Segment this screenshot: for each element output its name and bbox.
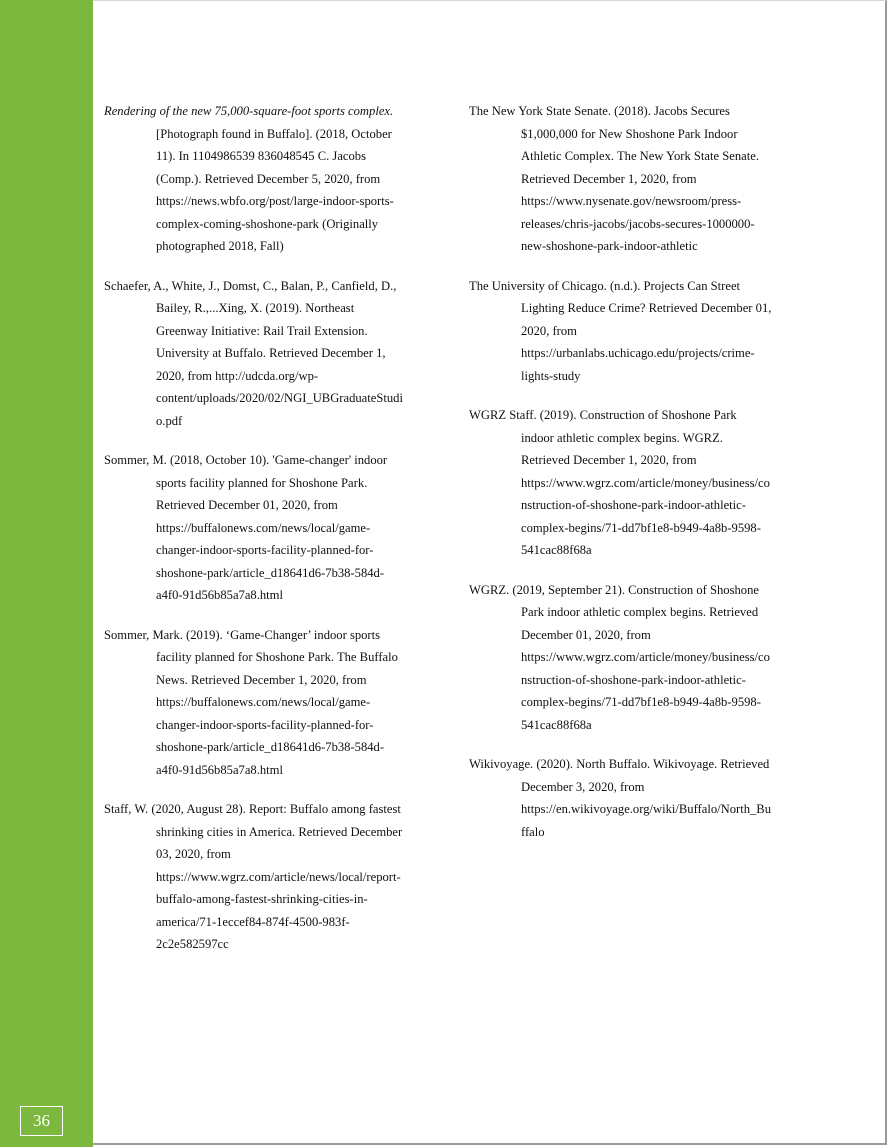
- reference-entry: [104, 624, 422, 782]
- reference-line: complex-begins/71-dd7bf1e8-b949-4a8b-9598-: [521, 520, 761, 535]
- reference-line: america/71-1eccef84-874f-4500-983f-: [156, 914, 350, 929]
- reference-line: The University of Chicago. (n.d.). Projects Can Street: [469, 278, 741, 293]
- reference-line: WGRZ. (2019, September 21). Construction of Shoshone: [469, 582, 759, 597]
- reference-line: News. Retrieved December 1, 2020, from: [156, 672, 367, 687]
- reference-line: 03, 2020, from: [156, 847, 231, 861]
- reference-line: shoshone-park/article_d18641d6-7b38-584d-: [156, 740, 385, 754]
- reference-line: University at Buffalo. Retrieved December 1,: [156, 346, 386, 360]
- reference-entry: [104, 798, 422, 956]
- reference-line: https://urbanlabs.uchicago.edu/projects/crime-: [521, 346, 755, 360]
- reference-line: facility planned for Shoshone Park. The Buffalo: [156, 650, 398, 664]
- reference-line: new-shoshone-park-indoor-athletic: [521, 239, 698, 253]
- reference-entry: [469, 100, 787, 258]
- reference-line: lights-study: [521, 368, 581, 383]
- reference-line: nstruction-of-shoshone-park-indoor-athletic-: [521, 498, 746, 512]
- reference-line: Rendering of the new 75,000-square-foot sports complex.: [104, 104, 394, 118]
- reference-line: releases/chris-jacobs/jacobs-secures-1000000-: [521, 216, 755, 231]
- green-sidebar: [0, 0, 93, 1147]
- reference-entry: [469, 579, 787, 737]
- reference-line: Sommer, Mark. (2019). ‘Game-Changer’ indoor sports: [104, 627, 381, 642]
- reference-line: https://buffalonews.com/news/local/game-: [156, 520, 371, 535]
- reference-line: Schaefer, A., White, J., Domst, C., Balan, P., Canfield, D.,: [104, 278, 397, 293]
- page-number: 36: [20, 1106, 63, 1136]
- reference-line: December 3, 2020, from: [521, 779, 645, 794]
- reference-line: 541cac88f68a: [521, 717, 592, 732]
- reference-line: content/uploads/2020/02/NGI_UBGraduateStudi: [156, 391, 403, 405]
- reference-line: https://news.wbfo.org/post/large-indoor-sports-: [156, 194, 394, 208]
- reference-line: $1,000,000 for New Shoshone Park Indoor: [521, 126, 738, 141]
- reference-line: Staff, W. (2020, August 28). Report: Buffalo among fastest: [104, 802, 401, 816]
- reference-line: complex-begins/71-dd7bf1e8-b949-4a8b-9598-: [521, 695, 761, 709]
- reference-line: changer-indoor-sports-facility-planned-for-: [156, 543, 374, 557]
- reference-line: 2020, from http://udcda.org/wp-: [156, 368, 319, 383]
- reference-entry: [469, 404, 787, 562]
- reference-entry: [469, 753, 787, 843]
- reference-line: Sommer, M. (2018, October 10). 'Game-changer' indoor: [104, 453, 388, 467]
- reference-line: photographed 2018, Fall): [156, 239, 284, 253]
- reference-line: Retrieved December 01, 2020, from: [156, 498, 338, 512]
- reference-line: Greenway Initiative: Rail Trail Extension.: [156, 323, 368, 338]
- reference-line: nstruction-of-shoshone-park-indoor-athletic-: [521, 672, 746, 687]
- reference-line: (Comp.). Retrieved December 5, 2020, from: [156, 171, 381, 186]
- reference-line: Retrieved December 1, 2020, from: [521, 453, 697, 467]
- reference-line: shrinking cities in America. Retrieved December: [156, 824, 403, 839]
- reference-line: complex-coming-shoshone-park (Originally: [156, 216, 379, 231]
- reference-line: buffalo-among-fastest-shrinking-cities-in-: [156, 892, 368, 906]
- reference-line: Athletic Complex. The New York State Senate.: [521, 149, 759, 163]
- reference-line: The New York State Senate. (2018). Jacobs Secures: [469, 104, 730, 118]
- reference-line: a4f0-91d56b85a7a8.html: [156, 762, 283, 777]
- reference-line: a4f0-91d56b85a7a8.html: [156, 588, 283, 602]
- reference-line: Bailey, R.,...Xing, X. (2019). Northeast: [156, 301, 355, 315]
- reference-line: https://www.nysenate.gov/newsroom/press-: [521, 194, 742, 208]
- references-left-column: [104, 100, 422, 973]
- reference-entry: [469, 275, 787, 388]
- reference-line: o.pdf: [156, 413, 183, 428]
- reference-entry: [104, 100, 422, 258]
- reference-line: Park indoor athletic complex begins. Retrieved: [521, 605, 759, 619]
- references-right-column: [469, 100, 787, 860]
- reference-line: Retrieved December 1, 2020, from: [521, 171, 697, 186]
- reference-line: https://www.wgrz.com/article/money/business/co: [521, 650, 770, 664]
- reference-line: 2c2e582597cc: [156, 937, 229, 951]
- reference-line: https://buffalonews.com/news/local/game-: [156, 695, 371, 709]
- reference-line: ffalo: [521, 824, 545, 839]
- reference-line: December 01, 2020, from: [521, 627, 651, 642]
- reference-line: [Photograph found in Buffalo]. (2018, October: [156, 126, 392, 141]
- reference-line: https://www.wgrz.com/article/money/business/co: [521, 475, 770, 490]
- reference-line: changer-indoor-sports-facility-planned-for-: [156, 717, 374, 732]
- reference-entry: [104, 449, 422, 607]
- reference-line: WGRZ Staff. (2019). Construction of Shoshone Park: [469, 408, 737, 422]
- reference-line: Wikivoyage. (2020). North Buffalo. Wikivoyage. Retrieved: [469, 757, 770, 771]
- reference-line: shoshone-park/article_d18641d6-7b38-584d-: [156, 565, 385, 580]
- reference-line: sports facility planned for Shoshone Park.: [156, 475, 368, 490]
- reference-line: https://www.wgrz.com/article/news/local/report-: [156, 869, 401, 884]
- reference-line: 2020, from: [521, 323, 577, 338]
- reference-line: 11). In 1104986539 836048545 C. Jacobs: [156, 149, 366, 163]
- reference-line: https://en.wikivoyage.org/wiki/Buffalo/North_Bu: [521, 802, 771, 816]
- reference-line: Lighting Reduce Crime? Retrieved December 01,: [521, 301, 772, 315]
- reference-entry: [104, 275, 422, 433]
- reference-line: indoor athletic complex begins. WGRZ.: [521, 430, 723, 445]
- reference-line: 541cac88f68a: [521, 543, 592, 557]
